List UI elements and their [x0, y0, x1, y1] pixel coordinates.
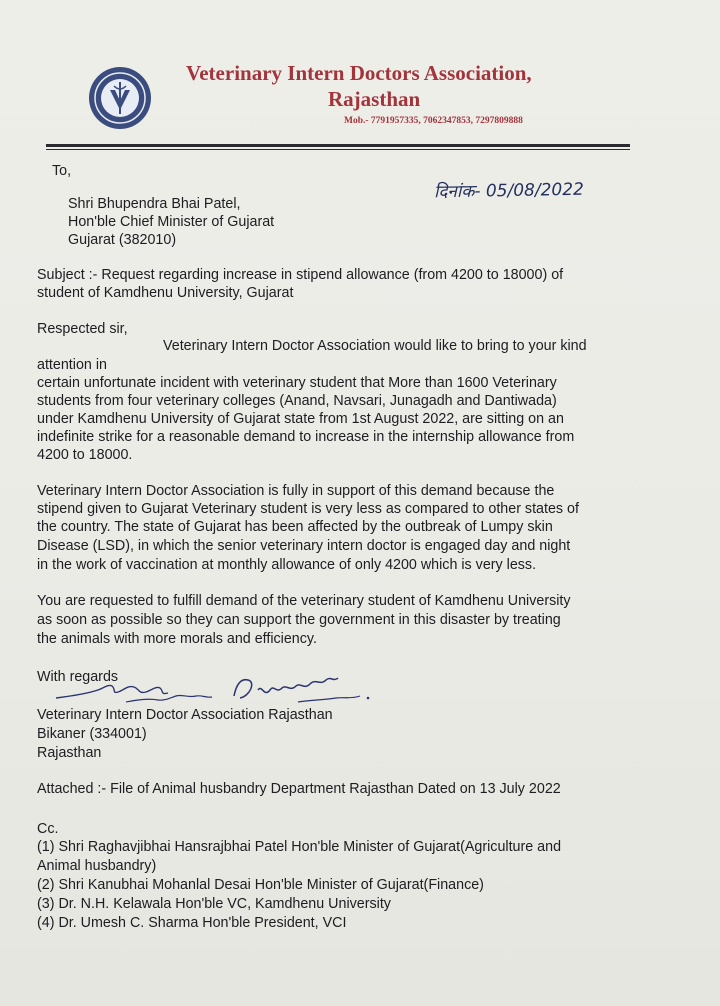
para2-line: Disease (LSD), in which the senior veterinary intern doctor is engaged day and night	[37, 538, 571, 554]
para1-line: certain unfortunate incident with veterinary student that More than 1600 Veterinary	[37, 375, 557, 391]
signature-2	[228, 668, 388, 710]
para1-line: Veterinary Intern Doctor Association would like to bring to your kind	[163, 338, 587, 354]
para2-line: stipend given to Gujarat Veterinary student is very less as compared to other states of	[37, 501, 579, 517]
cc-line: (2) Shri Kanubhai Mohanlal Desai Hon'ble Minister of Gujarat(Finance)	[37, 877, 484, 893]
header-divider	[46, 144, 630, 147]
cc-line: (1) Shri Raghavjibhai Hansrajbhai Patel Hon'ble Minister of Gujarat(Agriculture and	[37, 839, 562, 855]
closing: With regards	[37, 669, 119, 685]
letter-date: दिनांक- 05/08/2022	[433, 179, 585, 203]
salutation: Respected sir,	[37, 321, 128, 337]
para3-line: the animals with more morals and efficiency.	[37, 631, 317, 647]
cc-line: Animal husbandry)	[37, 858, 157, 874]
para3-line: as soon as possible so they can support the government in this disaster by treating	[37, 612, 561, 628]
subject-line: student of Kamdhenu University, Gujarat	[37, 285, 294, 301]
sender-line: Rajasthan	[37, 745, 102, 761]
attached-line: Attached :- File of Animal husbandry Department Rajasthan Dated on 13 July 2022	[37, 781, 561, 797]
addressee-line: Gujarat (382010)	[68, 232, 177, 248]
association-logo	[88, 66, 152, 130]
para1-line: students from four veterinary colleges (Anand, Navsari, Junagadh and Dantiwada)	[37, 393, 557, 409]
para1-line: indefinite strike for a reasonable demand to increase in the internship allowance from	[37, 429, 575, 445]
org-name-line1: Veterinary Intern Doctors Association,	[186, 61, 532, 85]
cc-label: Cc.	[37, 821, 59, 837]
para2-line: the country. The state of Gujarat has been affected by the outbreak of Lumpy skin	[37, 519, 553, 535]
subject-line: Subject :- Request regarding increase in stipend allowance (from 4200 to 18000) of	[37, 267, 564, 283]
organization-name	[186, 60, 606, 112]
cc-line: (4) Dr. Umesh C. Sharma Hon'ble President, VCI	[37, 915, 347, 931]
header-divider-thin	[46, 149, 630, 150]
sender-line: Bikaner (334001)	[37, 726, 147, 742]
para2-line: Veterinary Intern Doctor Association is fully in support of this demand because the	[37, 483, 555, 499]
para1-line: 4200 to 18000.	[37, 447, 133, 463]
para2-line: in the work of vaccination at monthly allowance of only 4200 which is very less.	[37, 557, 537, 573]
para1-line: attention in	[37, 357, 107, 373]
cc-line: (3) Dr. N.H. Kelawala Hon'ble VC, Kamdhenu University	[37, 896, 391, 912]
sender-line: Veterinary Intern Doctor Association Rajasthan	[37, 707, 333, 723]
mobile-numbers: Mob.- 7791957335, 7062347853, 7297809888	[344, 116, 523, 126]
to-line: To,	[52, 163, 72, 179]
addressee-line: Hon'ble Chief Minister of Gujarat	[68, 214, 275, 230]
para3-line: You are requested to fulfill demand of the veterinary student of Kamdhenu University	[37, 593, 571, 609]
addressee-line: Shri Bhupendra Bhai Patel,	[68, 196, 241, 212]
signature-1	[52, 676, 217, 710]
para1-line: under Kamdhenu University of Gujarat state from 1st August 2022, are sitting on an	[37, 411, 564, 427]
org-name-line2: Rajasthan	[328, 87, 421, 111]
